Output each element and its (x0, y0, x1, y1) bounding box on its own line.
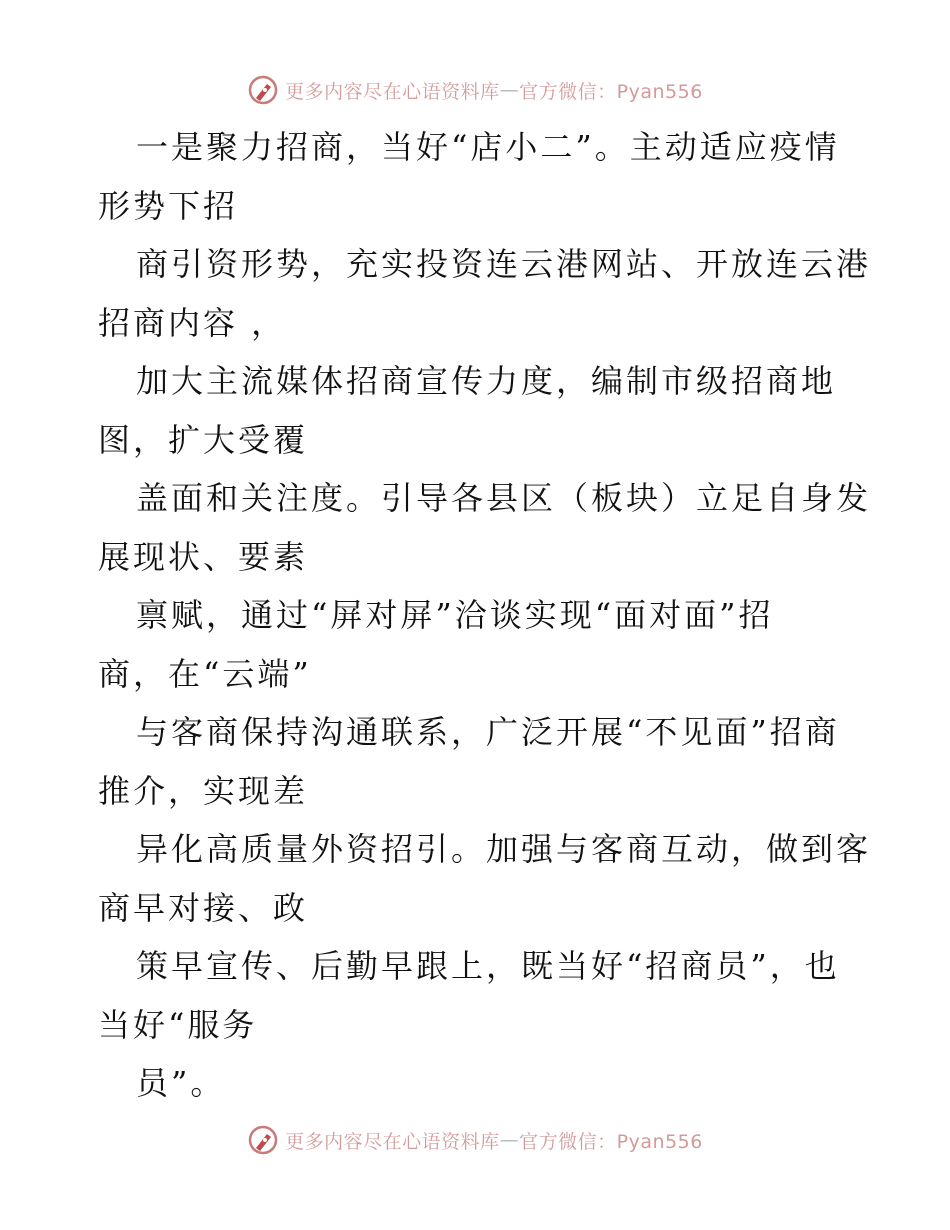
footer-watermark (0, 1120, 950, 1160)
text-line: 异化高质量外资招引。加强与客商互动，做到客 (136, 830, 872, 868)
text-line: 商引资形势，充实投资连云港网站、开放连云港 (136, 245, 872, 283)
pen-nib-circle-icon (247, 74, 279, 106)
watermark-separator: — (499, 1129, 520, 1151)
text-line: 商早对接、政 (98, 888, 309, 927)
text-line: 与客商保持沟通联系，广泛开展“不见面”招商 (136, 713, 840, 751)
text-line: 加大主流媒体招商宣传力度，编制市级招商地 (136, 362, 837, 400)
text-line: 推介，实现差 (98, 771, 309, 810)
text-line: 员”。 (136, 1064, 226, 1102)
text-line: 当好“服务 (98, 1005, 258, 1044)
text-line: 禀赋，通过“屏对屏”洽谈实现“面对面”招 (136, 596, 774, 634)
text-line: 策早宣传、后勤早跟上，既当好“招商员”，也 (136, 947, 840, 985)
watermark-text: 更多内容尽在心语资料库 (285, 1130, 500, 1153)
text-line: 展现状、要素 (98, 537, 309, 576)
text-line: 招商内容 ， (98, 303, 287, 342)
text-line: 形势下招 (98, 186, 239, 225)
watermark-contact: 官方微信：Pyan556 (519, 1130, 703, 1153)
watermark-text: 更多内容尽在心语资料库 (285, 80, 500, 103)
watermark-contact: 官方微信：Pyan556 (519, 80, 703, 103)
document-body (98, 118, 872, 1113)
text-line: 盖面和关注度。引导各县区（板块）立足自身发 (136, 479, 872, 517)
header-watermark (0, 70, 950, 110)
text-line: 一是聚力招商，当好“店小二”。主动适应疫情 (136, 128, 840, 166)
text-line: 图，扩大受覆 (98, 420, 309, 459)
watermark-separator: — (499, 79, 520, 101)
text-line: 商，在“云端” (98, 654, 312, 693)
pen-nib-circle-icon (247, 1124, 279, 1156)
